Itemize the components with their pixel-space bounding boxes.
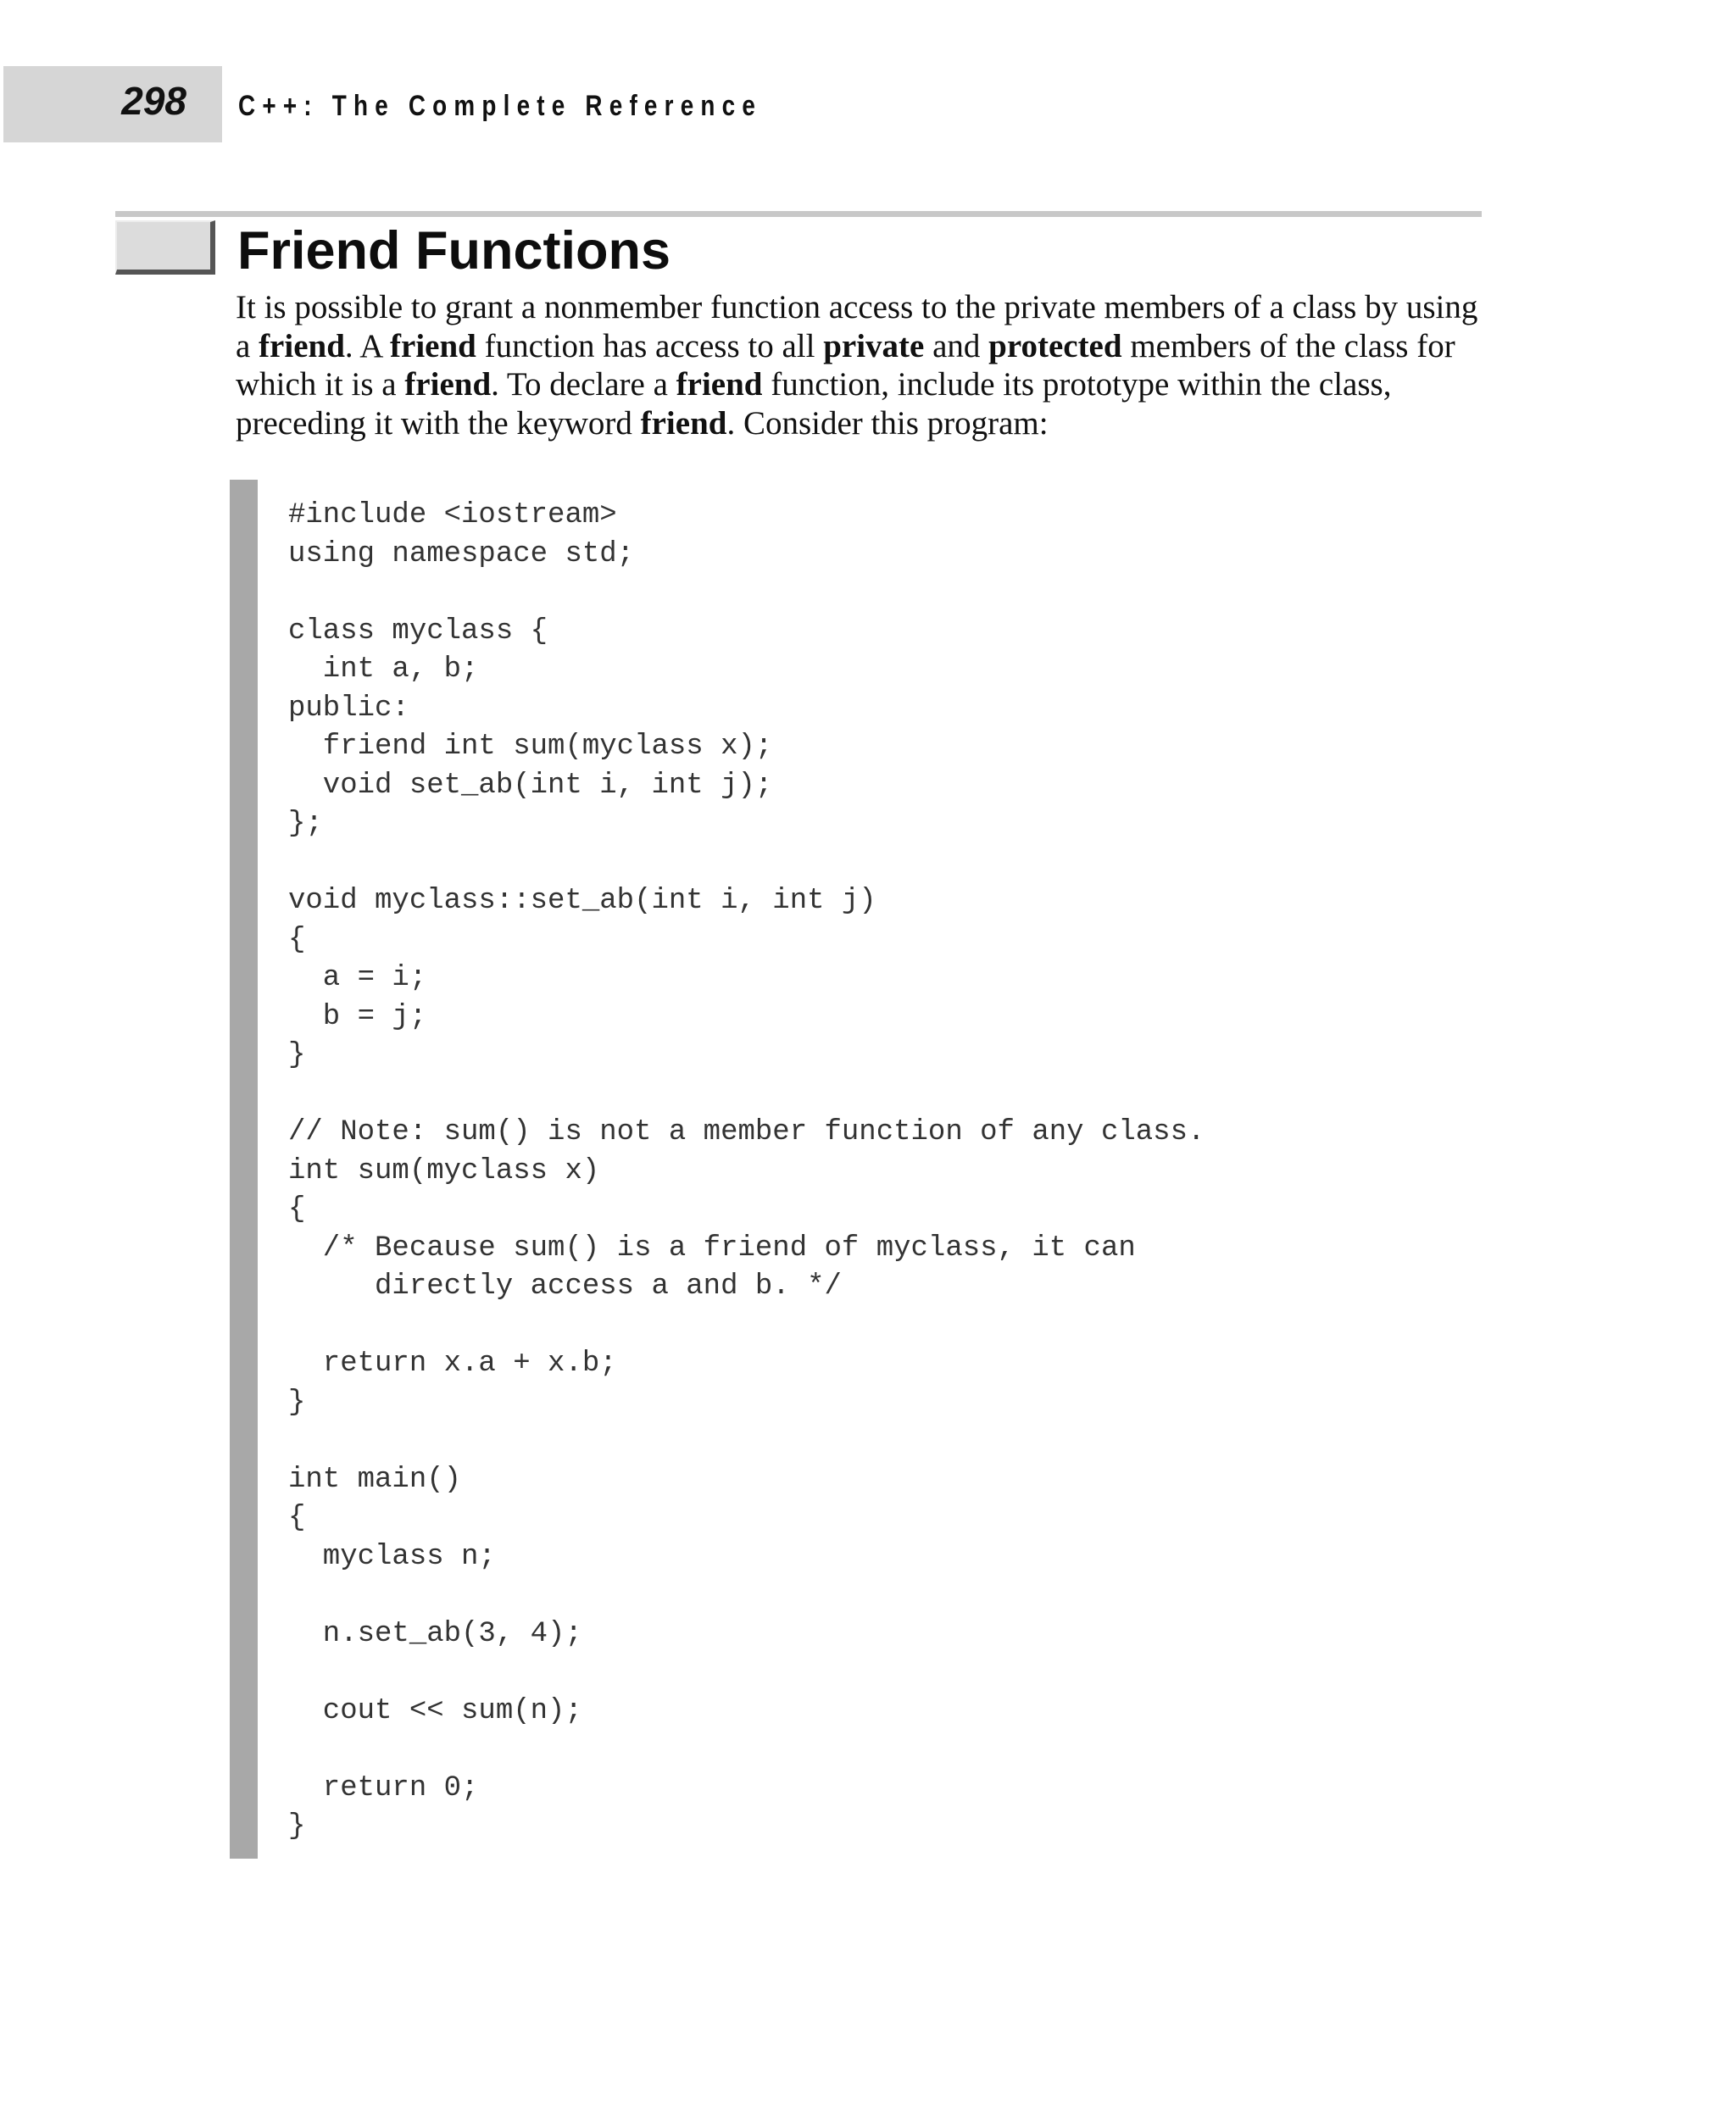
keyword-friend: friend bbox=[640, 404, 727, 442]
paragraph-text: function, include its prototype within the class, preceding it with the keyword bbox=[236, 366, 1392, 442]
running-head: C++: The Complete Reference bbox=[238, 90, 763, 122]
keyword-friend: friend bbox=[676, 366, 763, 403]
paragraph-text: and bbox=[924, 327, 989, 364]
code-listing-bar bbox=[230, 480, 258, 1859]
intro-paragraph bbox=[236, 288, 1482, 442]
paragraph-text: . To declare a bbox=[491, 366, 676, 403]
page-number: 298 bbox=[121, 79, 186, 123]
code-listing: #include <iostream> using namespace std; class myclass { int a, b; public: friend int sum(myclass x); void set_ab(int i, int j); }; void myclass::set_ab(int i, int j) { a = i; b = j; } // Note: sum() is not a member function of any class. int sum(myclass x) { /* Because sum() is a friend of myclass, it can directly access a and b. */ return x.a + x.b; } int main() { myclass n; n.set_ab(3, 4); cout << sum(n); return 0; } bbox=[288, 499, 1205, 1843]
paragraph-text: function has access to all bbox=[476, 327, 824, 364]
paragraph-text: . Consider this program: bbox=[726, 404, 1049, 442]
paragraph-text: members of the class for which it is a bbox=[236, 327, 1455, 403]
keyword-friend: friend bbox=[259, 327, 345, 364]
page-number-box bbox=[3, 66, 222, 142]
paragraph-text: It is possible to grant a nonmember function access to the private members of a class by using a bbox=[236, 289, 1478, 364]
keyword-protected: protected bbox=[988, 327, 1122, 364]
section-title: Friend Functions bbox=[237, 221, 670, 281]
keyword-friend: friend bbox=[404, 366, 492, 403]
paragraph-text: . A bbox=[344, 327, 391, 364]
keyword-friend: friend bbox=[390, 327, 476, 364]
section-rule bbox=[115, 211, 1482, 217]
keyword-private: private bbox=[823, 327, 925, 364]
section-heading-tab bbox=[115, 220, 215, 275]
